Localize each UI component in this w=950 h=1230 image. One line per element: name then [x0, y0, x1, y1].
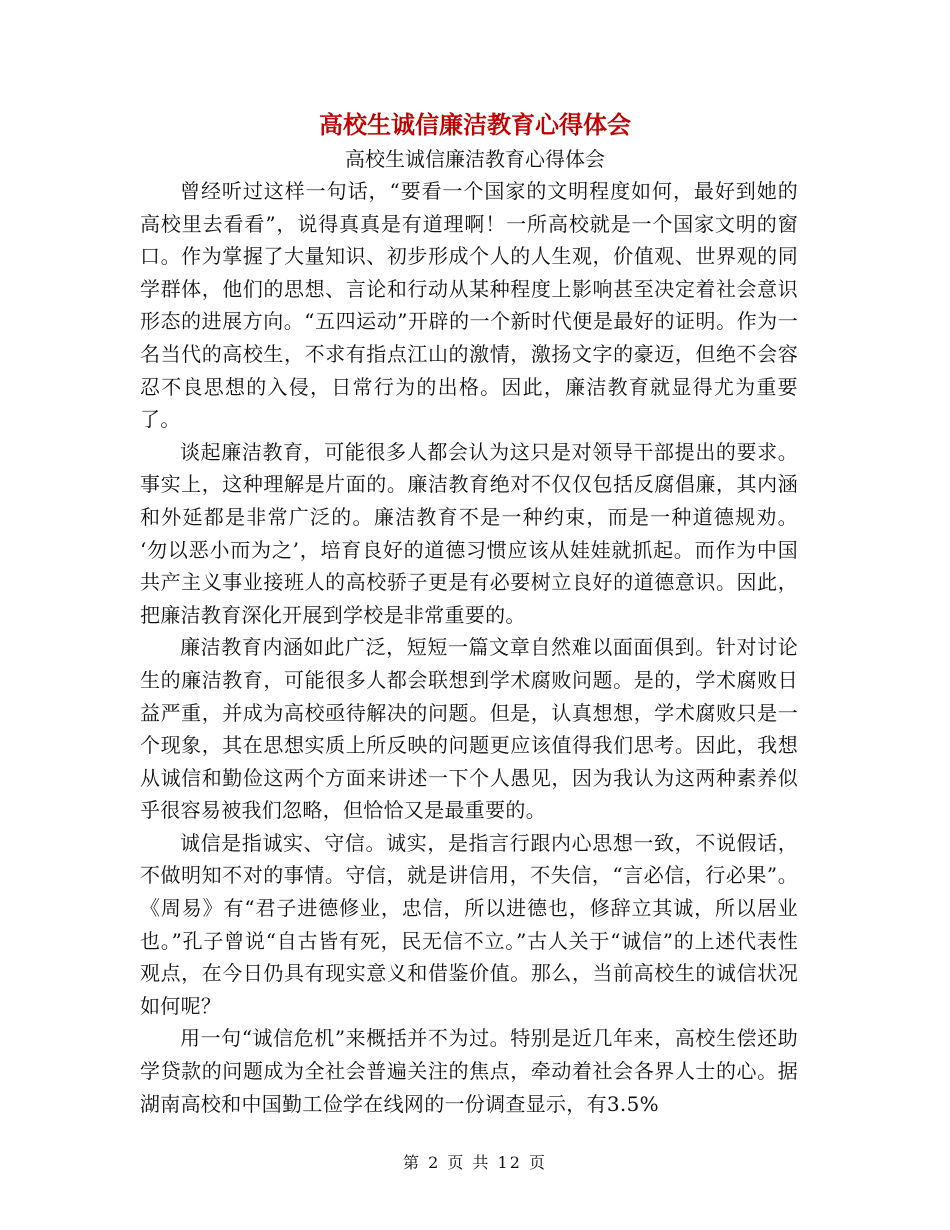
paragraph-5: 用一句“诚信危机”来概括并不为过。特别是近几年来，高校生偿还助学贷款的问题成为全社会普遍关注的焦点，牵动着社会各界人士的心。据湖南高校和中国勤工俭学在线网的一份调查显示，有3.5%: [140, 1026, 798, 1116]
paragraph-2: 谈起廉洁教育，可能很多人都会认为这只是对领导干部提出的要求。事实上，这种理解是片面的。廉洁教育绝对不仅仅包括反腐倡廉，其内涵和外延都是非常广泛的。廉洁教育不是一种约束，而是一种道德规劝。 ‘勿以恶小而为之’，培育良好的道德习惯应该从娃娃就抓起。而作为中国共产主义事业接班人的高校骄子更是有必要树立良好的道德意识。因此，把廉洁教育深化开展到学校是非常重要的。: [140, 439, 798, 627]
paragraph-3: 廉洁教育内涵如此广泛，短短一篇文章自然难以面面俱到。针对讨论生的廉洁教育，可能很多人都会联想到学术腐败问题。是的，学术腐败日益严重，并成为高校亟待解决的问题。但是，认真想想，学术腐败只是一个现象，其在思想实质上所反映的问题更应该值得我们思考。因此，我想从诚信和勤俭这两个方面来讲述一下个人愚见，因为我认为这两种素养似乎很容易被我们忽略，但恰恰又是最重要的。: [140, 635, 798, 823]
page-number-footer: 第 2 页 共 12 页: [403, 1153, 547, 1172]
document-subtitle: 高校生诚信廉洁教育心得体会: [345, 147, 605, 171]
document-title: 高校生诚信廉洁教育心得体会: [319, 110, 631, 139]
paragraph-4: 诚信是指诚实、守信。诚实，是指言行跟内心思想一致，不说假话，不做明知不对的事情。守信，就是讲信用，不失信，“言必信，行必果”。《周易》有“君子进德修业，忠信，所以进德也，修辞立其诚，所以居业也。”孔子曾说“自古皆有死，民无信不立。”古人关于“诚信”的上述代表性观点，在今日仍具有现实意义和借鉴价值。那么，当前高校生的诚信状况如何呢？: [140, 830, 798, 1018]
document-body: [140, 175, 798, 1120]
paragraph-1: 曾经听过这样一句话，“要看一个国家的文明程度如何，最好到她的高校里去看看”，说得真真是有道理啊！一所高校就是一个国家文明的窗口。作为掌握了大量知识、初步形成个人的人生观，价值观、世界观的同学群体，他们的思想、言论和行动从某种程度上影响甚至决定着社会意识形态的进展方向。“五四运动”开辟的一个新时代便是最好的证明。作为一名当代的高校生，不求有指点江山的激情，激扬文字的豪迈，但绝不会容忍不良思想的入侵，日常行为的出格。因此，廉洁教育就显得尤为重要了。: [140, 179, 798, 432]
